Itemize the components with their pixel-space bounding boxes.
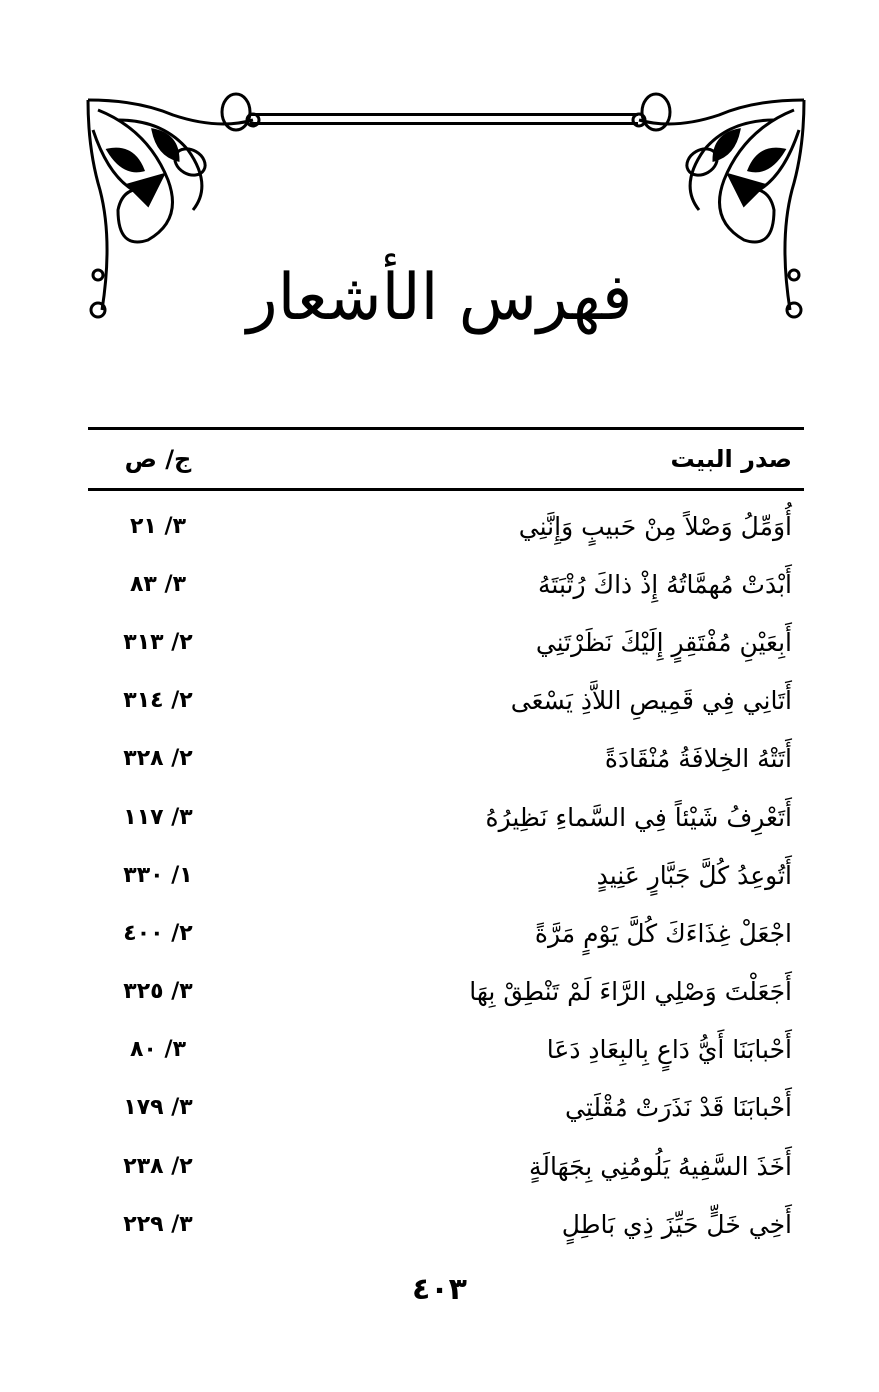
table-row	[88, 672, 804, 730]
verse-text: أَبِعَيْنِ مُفْتَقِرٍ إِلَيْكَ نَظَرْتَنِي	[535, 627, 792, 657]
header-ref: ج/ ص	[124, 445, 192, 473]
header-verse: صدر البيت	[670, 445, 792, 473]
verse-text: أَتُوعِدُ كُلَّ جَبَّارٍ عَنِيدٍ	[596, 860, 792, 890]
table-row	[88, 963, 804, 1021]
volume-page-ref: ٣/ ٢٢٩	[123, 1211, 193, 1237]
page-number: ٤٠٣	[412, 1272, 467, 1307]
volume-page-ref: ٣/ ١١٧	[123, 804, 193, 830]
volume-page-ref: ٣/ ٣٢٥	[123, 979, 193, 1005]
volume-page-ref: ٣/ ٨٣	[130, 571, 186, 597]
verse-text: اجْعَلْ غِذَاءَكَ كُلَّ يَوْمٍ مَرَّةً	[534, 918, 792, 948]
verse-text: أَخِي خَلٍّ حَيِّزَ ذِي بَاطِلٍ	[561, 1209, 792, 1239]
verse-text: أَجَعَلْتَ وَصْلِي الرَّاءَ لَمْ تَنْطِقْ بِهَا	[469, 977, 792, 1007]
volume-page-ref: ١/ ٣٣٠	[123, 862, 193, 888]
table-row	[88, 904, 804, 962]
volume-page-ref: ٢/ ٣١٣	[123, 629, 193, 655]
table-row	[88, 1137, 804, 1195]
ornament-top-bar	[250, 113, 638, 125]
verse-text: أَتَعْرِفُ شَيْئاً فِي السَّماءِ نَظِيرُهُ	[485, 802, 792, 832]
table-header	[88, 430, 804, 491]
table-row	[88, 788, 804, 846]
verse-text: أُوَمِّلُ وَصْلاً مِنْ حَبيبٍ وَإِنَّنِي	[518, 511, 792, 541]
verse-text: أَحْبابَنَا أَيُّ دَاعٍ بِالبِعَادِ دَعَا	[546, 1035, 792, 1065]
table-row	[88, 1079, 804, 1137]
verse-text: أَتَتْهُ الخِلافَةُ مُنْقَادَةً	[604, 744, 792, 774]
page-title: فهرس الأشعار	[246, 260, 633, 335]
poetry-index-table	[88, 427, 804, 1253]
table-row	[88, 1195, 804, 1253]
table-row	[88, 497, 804, 555]
table-row	[88, 730, 804, 788]
verse-text: أَحْبابَنَا قَدْ نَذَرَتْ مُقْلَتِي	[565, 1093, 792, 1123]
verse-text: أَتَانِي فِي قَمِيصِ اللاَّذِ يَسْعَى	[510, 686, 792, 716]
table-row	[88, 613, 804, 671]
volume-page-ref: ٣/ ١٧٩	[123, 1095, 193, 1121]
verse-text: أَبْدَتْ مُهمَّاتُهُ إِذْ ذاكَ رُتْبَتَهُ	[538, 569, 792, 599]
volume-page-ref: ٢/ ٣٢٨	[123, 746, 193, 772]
verse-text: أَخَذَ السَّفِيهُ يَلُومُنِي بِجَهَالَةٍ	[528, 1151, 792, 1181]
volume-page-ref: ٣/ ٨٠	[130, 1037, 186, 1063]
volume-page-ref: ٢/ ٤٠٠	[123, 920, 193, 946]
table-row	[88, 1021, 804, 1079]
table-row	[88, 846, 804, 904]
volume-page-ref: ٢/ ٣١٤	[123, 688, 193, 714]
volume-page-ref: ٢/ ٢٣٨	[123, 1153, 193, 1179]
volume-page-ref: ٣/ ٢١	[130, 513, 186, 539]
table-row	[88, 555, 804, 613]
table-rows	[88, 497, 804, 1253]
